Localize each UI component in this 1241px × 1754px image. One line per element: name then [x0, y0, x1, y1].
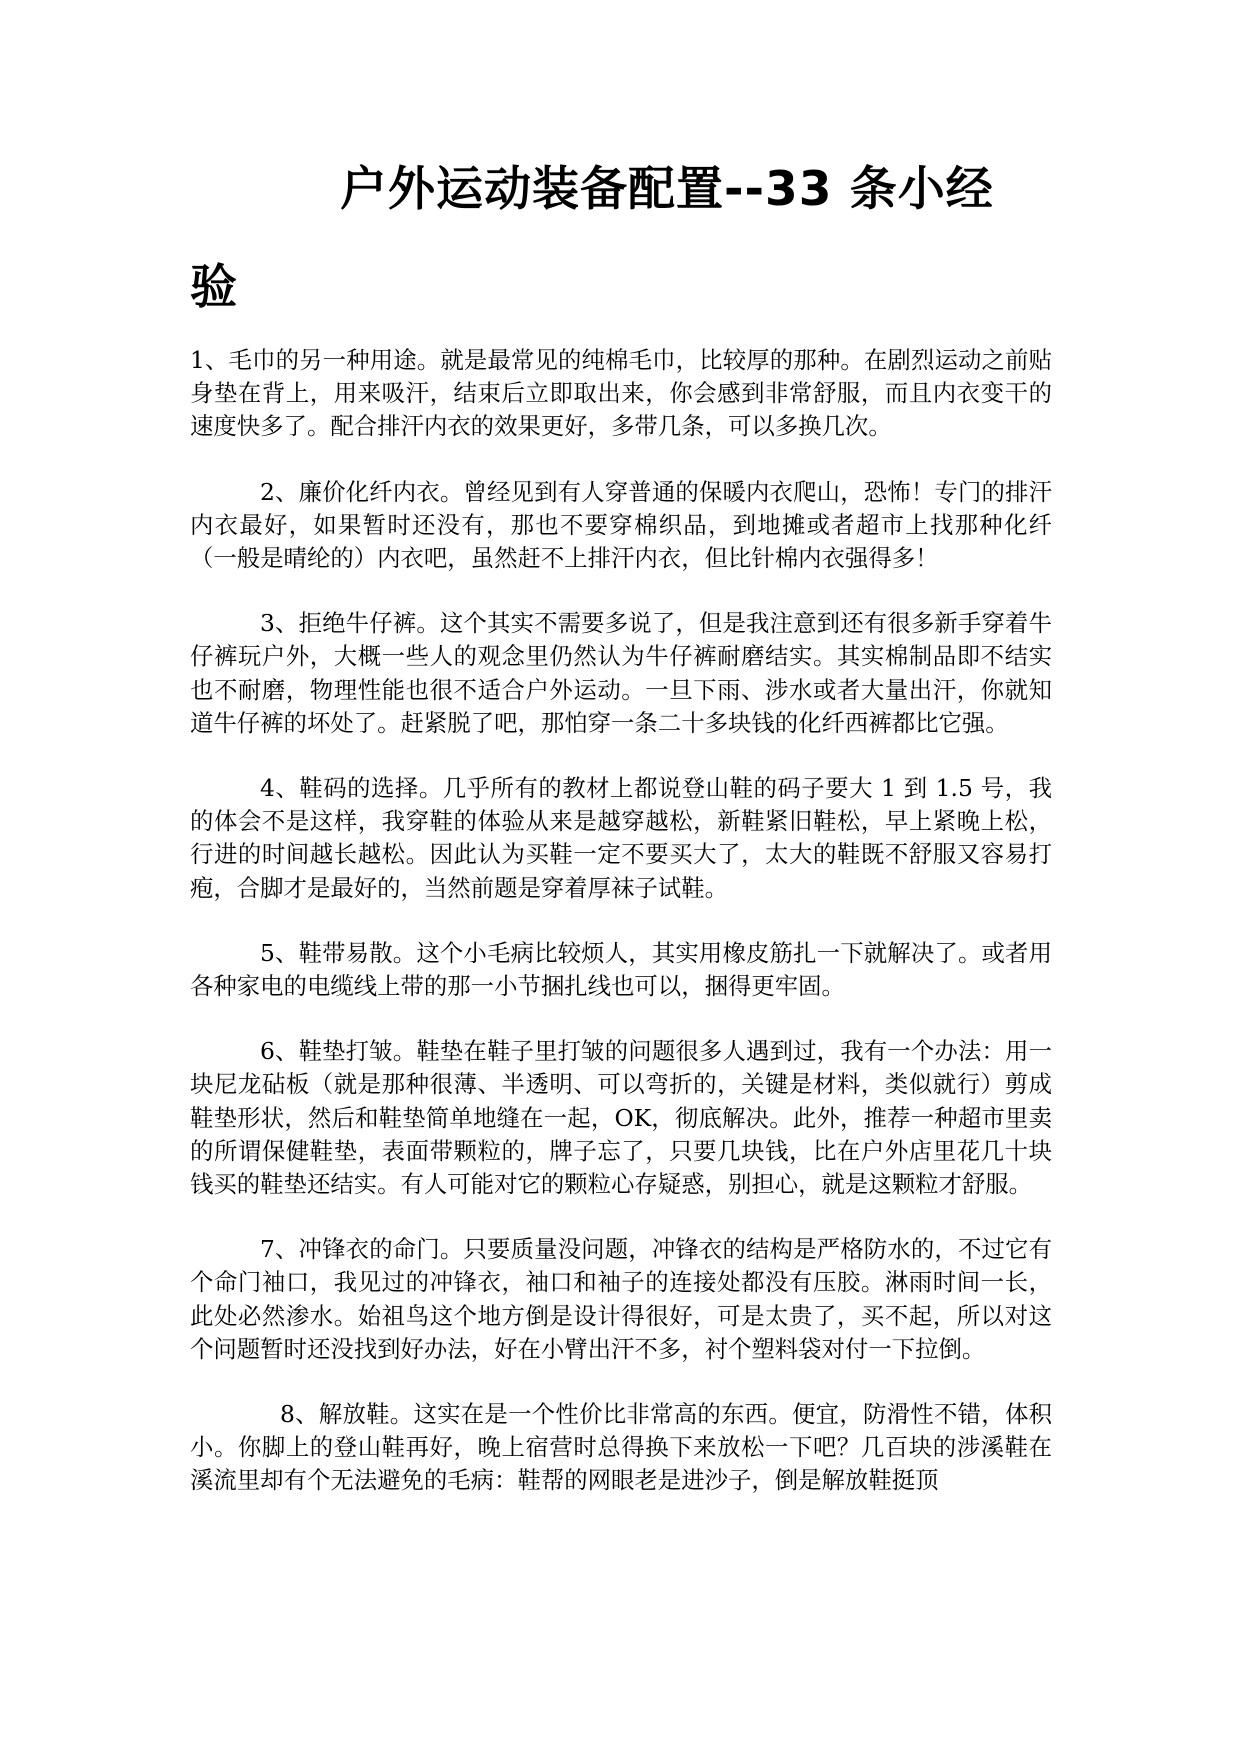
document-body [190, 344, 1052, 1530]
paragraph-6: 6、鞋垫打皱。鞋垫在鞋子里打皱的问题很多人遇到过，我有一个办法：用一块尼龙砧板（就是那种很薄、半透明、可以弯折的，关键是材料，类似就行）剪成鞋垫形状，然后和鞋垫简单地缝在一起，OK，彻底解决。此外，推荐一种超市里卖的所谓保健鞋垫，表面带颗粒的，牌子忘了，只要几块钱，比在户外店里花几十块钱买的鞋垫还结实。有人可能对它的颗粒心存疑惑，别担心，就是这颗粒才舒服。 [190, 1037, 1052, 1199]
paragraph-2: 2、廉价化纤内衣。曾经见到有人穿普通的保暖内衣爬山，恐怖！专门的排汗内衣最好，如果暂时还没有，那也不要穿棉织品，到地摊或者超市上找那种化纤（一般是晴纶的）内衣吧，虽然赶不上排汗内衣，但比针棉内衣强得多！ [190, 477, 1052, 573]
document-title-continued: 验 [190, 260, 237, 315]
paragraph-5: 5、鞋带易散。这个小毛病比较烦人，其实用橡皮筋扎一下就解决了。或者用各种家电的电缆线上带的那一小节捆扎线也可以，捆得更牢固。 [190, 938, 1052, 1001]
paragraph-3: 3、拒绝牛仔裤。这个其实不需要多说了，但是我注意到还有很多新手穿着牛仔裤玩户外，大概一些人的观念里仍然认为牛仔裤耐磨结实。其实棉制品即不结实也不耐磨，物理性能也很不适合户外运动。一旦下雨、涉水或者大量出汗，你就知道牛仔裤的坏处了。赶紧脱了吧，那怕穿一条二十多块钱的化纤西裤都比它强。 [190, 609, 1052, 737]
paragraph-7: 7、冲锋衣的命门。只要质量没问题，冲锋衣的结构是严格防水的，不过它有个命门袖口，我见过的冲锋衣，袖口和袖子的连接处都没有压胶。淋雨时间一长，此处必然渗水。始祖鸟这个地方倒是设计得很好，可是太贵了，买不起，所以对这个问题暂时还没找到好办法，好在小臂出汗不多，衬个塑料袋对付一下拉倒。 [190, 1235, 1052, 1363]
paragraph-1: 1、毛巾的另一种用途。就是最常见的纯棉毛巾，比较厚的那种。在剧烈运动之前贴身垫在背上，用来吸汗，结束后立即取出来，你会感到非常舒服，而且内衣变干的速度快多了。配合排汗内衣的效果更好，多带几条，可以多换几次。 [190, 346, 1052, 441]
paragraph-4: 4、鞋码的选择。几乎所有的教材上都说登山鞋的码子要大 1 到 1.5 号，我的体会不是这样，我穿鞋的体验从来是越穿越松，新鞋紧旧鞋松，早上紧晚上松，行进的时间越长越松。因此认为买鞋一定不要买大了，太大的鞋既不舒服又容易打疱，合脚才是最好的，当然前题是穿着厚袜子试鞋。 [190, 774, 1052, 902]
paragraph-8: 8、解放鞋。这实在是一个性价比非常高的东西。便宜，防滑性不错，体积小。你脚上的登山鞋再好，晚上宿营时总得换下来放松一下吧？几百块的涉溪鞋在溪流里却有个无法避免的毛病：鞋帮的网眼老是进沙子，倒是解放鞋挺顶 [190, 1400, 1052, 1495]
document-title: 户外运动装备配置--33 条小经 [340, 162, 994, 217]
